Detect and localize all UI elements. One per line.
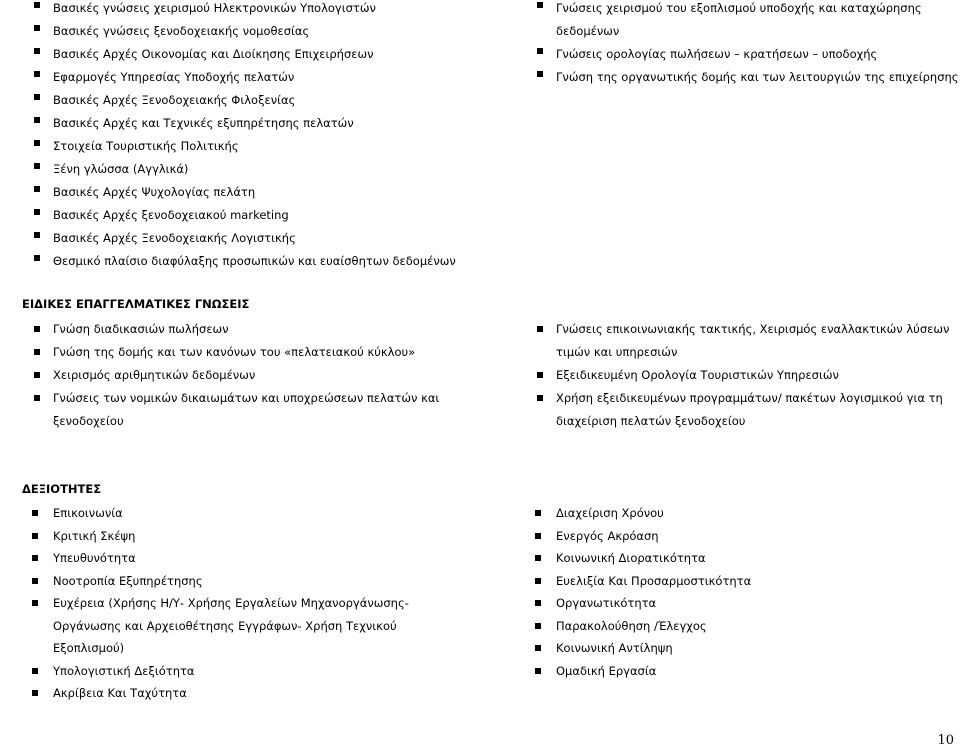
list-item <box>556 67 959 90</box>
list-item <box>53 683 409 706</box>
list-item-text: Κοινωνική Διορατικότητα <box>556 551 706 565</box>
square-bullet-icon <box>34 186 40 192</box>
list-item-text: Γνώσεις των νομικών δικαιωμάτων και υποχρεώσεων πελατών και <box>53 391 440 405</box>
list-item-text: Γνώση της οργανωτικής δομής και των λειτουργιών της επιχείρησης <box>556 70 959 84</box>
list-item-text: Βασικές Αρχές και Τεχνικές εξυπηρέτησης πελατών <box>53 116 354 130</box>
list-item-text: Εξειδικευμένη Ορολογία Τουριστικών Υπηρεσιών <box>556 368 839 382</box>
list-item <box>53 548 409 571</box>
square-bullet-icon <box>34 140 40 146</box>
square-bullet-icon <box>34 209 40 215</box>
square-bullet-icon <box>34 372 40 378</box>
list-item-text: τιμών και υπηρεσιών <box>556 345 678 359</box>
list-item-continuation <box>53 638 409 661</box>
square-bullet-icon <box>537 48 543 54</box>
list-item-text: Στοιχεία Τουριστικής Πολιτικής <box>53 139 239 153</box>
square-bullet-icon <box>537 326 543 332</box>
list-item <box>556 638 751 661</box>
special-knowledge-heading: ΕΙΔΙΚΕΣ ΕΠΑΓΓΕΛΜΑΤΙΚΕΣ ΓΝΩΣΕΙΣ <box>22 297 250 311</box>
square-bullet-icon <box>32 600 38 606</box>
list-item <box>556 526 751 549</box>
list-item-text: Ευχέρεια (Χρήσης Η/Υ- Χρήσης Εργαλείων Μηχανοργάνωσης- <box>53 596 409 610</box>
top-left-list <box>53 0 456 274</box>
square-bullet-icon <box>535 600 541 606</box>
square-bullet-icon <box>535 623 541 629</box>
top-right-list <box>556 0 959 90</box>
list-item <box>53 228 456 251</box>
list-item <box>53 251 456 274</box>
list-item <box>53 342 439 365</box>
list-item-text: Εφαρμογές Υπηρεσίας Υποδοχής πελατών <box>53 70 295 84</box>
square-bullet-icon <box>535 555 541 561</box>
list-item <box>53 159 456 182</box>
list-item <box>53 182 456 205</box>
list-item <box>556 319 949 342</box>
list-item <box>53 661 409 684</box>
square-bullet-icon <box>34 48 40 54</box>
list-item-text: Οργάνωσης και Αρχειοθέτησης Εγγράφων- Χρήση Τεχνικού <box>53 618 397 633</box>
list-item <box>556 388 949 411</box>
list-item-continuation <box>53 616 409 639</box>
square-bullet-icon <box>34 326 40 332</box>
square-bullet-icon <box>34 2 40 8</box>
square-bullet-icon <box>537 2 543 8</box>
square-bullet-icon <box>32 668 38 674</box>
skills-left-list <box>53 503 409 706</box>
list-item-text: Οργανωτικότητα <box>556 596 657 610</box>
list-item-text: Βασικές Αρχές Ξενοδοχειακής Φιλοξενίας <box>53 93 296 107</box>
list-item <box>53 44 456 67</box>
square-bullet-icon <box>537 372 543 378</box>
list-item <box>53 571 409 594</box>
list-item <box>53 593 409 616</box>
square-bullet-icon <box>537 71 543 77</box>
list-item-text: Επικοινωνία <box>53 506 123 520</box>
list-item-text: Χρήση εξειδικευμένων προγραμμάτων/ πακέτων λογισμικού για τη <box>556 391 943 405</box>
square-bullet-icon <box>535 578 541 584</box>
list-item <box>53 113 456 136</box>
list-item <box>53 319 439 342</box>
list-item <box>53 526 409 549</box>
square-bullet-icon <box>535 645 541 651</box>
square-bullet-icon <box>32 533 38 539</box>
list-item <box>53 90 456 113</box>
list-item-continuation <box>556 342 949 365</box>
list-item <box>53 136 456 159</box>
list-item-text: Υπολογιστική Δεξιότητα <box>53 663 195 678</box>
list-item-text: Θεσμικό πλαίσιο διαφύλαξης προσωπικών και ευαίσθητων δεδομένων <box>53 254 456 268</box>
square-bullet-icon <box>34 255 40 261</box>
list-item <box>53 21 456 44</box>
special-right-list <box>556 319 949 434</box>
list-item-text: Βασικές Αρχές Οικονομίας και Διοίκησης Επιχειρήσεων <box>53 47 374 61</box>
list-item <box>556 616 751 639</box>
special-left-list <box>53 319 439 434</box>
list-item-text: Γνώση διαδικασιών πωλήσεων <box>53 322 229 336</box>
list-item-text: Παρακολούθηση /Έλεγχος <box>556 618 707 633</box>
skills-right-list <box>556 503 751 683</box>
list-item-text: Εξοπλισμού) <box>53 641 125 655</box>
list-item <box>53 205 456 228</box>
list-item-text: Ευελιξία Και Προσαρμοστικότητα <box>556 573 752 588</box>
square-bullet-icon <box>32 510 38 516</box>
list-item-text: Ξένη γλώσσα (Αγγλικά) <box>53 162 189 176</box>
list-item-text: δεδομένων <box>556 24 620 38</box>
list-item-text: Γνώσεις ορολογίας πωλήσεων – κρατήσεων – υποδοχής <box>556 47 878 61</box>
list-item-text: Υπευθυνότητα <box>53 551 136 565</box>
list-item <box>53 503 409 526</box>
square-bullet-icon <box>535 668 541 674</box>
list-item <box>556 44 959 67</box>
square-bullet-icon <box>32 578 38 584</box>
list-item-continuation <box>53 411 439 434</box>
list-item-text: Βασικές Αρχές ξενοδοχειακού marketing <box>53 208 289 222</box>
list-item <box>556 593 751 616</box>
list-item-text: Βασικές Αρχές Ψυχολογίας πελάτη <box>53 185 256 199</box>
square-bullet-icon <box>34 25 40 31</box>
square-bullet-icon <box>535 533 541 539</box>
list-item-text: Κοινωνική Αντίληψη <box>556 641 673 655</box>
square-bullet-icon <box>34 395 40 401</box>
list-item-text: Βασικές γνώσεις ξενοδοχειακής νομοθεσίας <box>53 24 310 38</box>
square-bullet-icon <box>535 510 541 516</box>
list-item-continuation <box>556 21 959 44</box>
list-item <box>556 571 751 594</box>
list-item <box>556 0 959 21</box>
square-bullet-icon <box>34 94 40 100</box>
list-item <box>556 548 751 571</box>
square-bullet-icon <box>32 690 38 696</box>
list-item-text: Διαχείριση Χρόνου <box>556 506 664 520</box>
list-item-text: διαχείριση πελατών ξενοδοχείου <box>556 414 746 428</box>
square-bullet-icon <box>34 349 40 355</box>
list-item-text: Χειρισμός αριθμητικών δεδομένων <box>53 368 256 382</box>
list-item-text: Βασικές Αρχές Ξενοδοχειακής Λογιστικής <box>53 231 296 245</box>
list-item-text: Νοοτροπία Εξυπηρέτησης <box>53 573 203 588</box>
list-item <box>556 661 751 684</box>
list-item <box>53 0 456 21</box>
list-item-text: Ακρίβεια Και Ταχύτητα <box>53 686 187 700</box>
square-bullet-icon <box>34 117 40 123</box>
list-item-continuation <box>556 411 949 434</box>
list-item-text: Κριτική Σκέψη <box>53 528 136 543</box>
square-bullet-icon <box>34 163 40 169</box>
square-bullet-icon <box>32 555 38 561</box>
square-bullet-icon <box>34 71 40 77</box>
list-item-text: Γνώσεις χειρισμού του εξοπλισμού υποδοχής και καταχώρησης <box>556 1 922 15</box>
page-number: 10 <box>937 733 954 748</box>
list-item <box>53 67 456 90</box>
list-item-text: Βασικές γνώσεις χειρισμού Ηλεκτρονικών Υπολογιστών <box>53 1 376 15</box>
list-item <box>53 365 439 388</box>
list-item <box>556 503 751 526</box>
list-item-text: Ενεργός Ακρόαση <box>556 528 659 543</box>
list-item <box>53 388 439 411</box>
square-bullet-icon <box>537 395 543 401</box>
list-item-text: Ομαδική Εργασία <box>556 663 657 678</box>
list-item-text: Γνώσεις επικοινωνιακής τακτικής, Χειρισμός εναλλακτικών λύσεων <box>556 322 950 336</box>
list-item-text: Γνώση της δομής και των κανόνων του «πελατειακού κύκλου» <box>53 345 416 359</box>
list-item <box>556 365 949 388</box>
skills-heading: ΔΕΞΙΟΤΗΤΕΣ <box>22 482 102 496</box>
square-bullet-icon <box>34 232 40 238</box>
list-item-text: ξενοδοχείου <box>53 414 124 428</box>
